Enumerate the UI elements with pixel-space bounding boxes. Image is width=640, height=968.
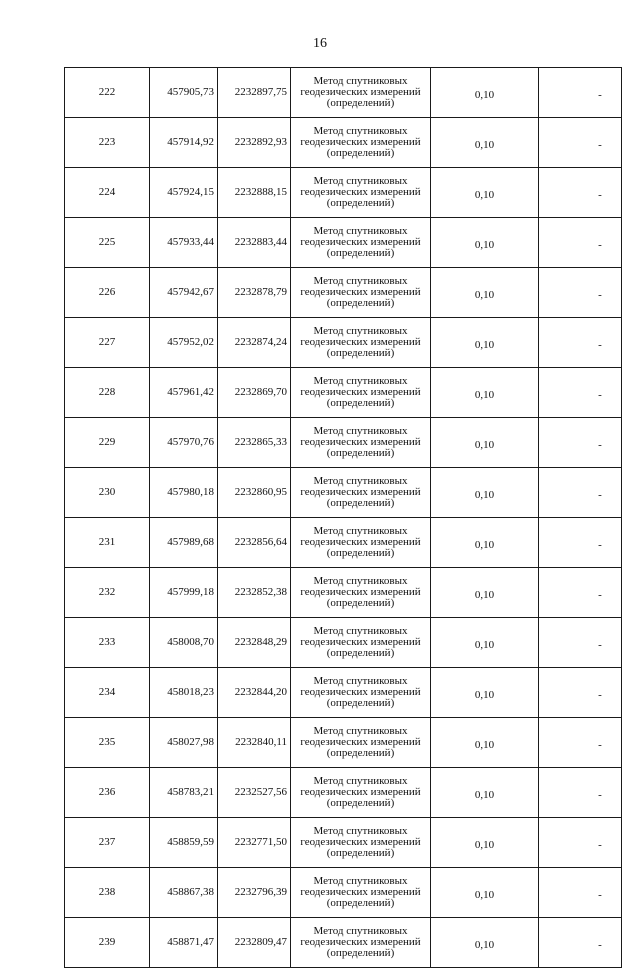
method-text-line-3: (определений): [326, 647, 395, 659]
y-coordinate-cell: 2232865,33: [218, 418, 291, 468]
table-row: [65, 618, 622, 668]
accuracy-cell: 0,10: [431, 618, 539, 668]
accuracy-cell: 0,10: [431, 768, 539, 818]
x-coordinate-cell: 458018,23: [150, 668, 218, 718]
method-text-line-2: геодезических измерений: [300, 236, 421, 248]
method-text-line-1: Метод спутниковых: [313, 925, 408, 937]
description-cell: -: [539, 368, 622, 418]
y-coordinate-cell: 2232883,44: [218, 218, 291, 268]
method-cell: [291, 368, 431, 418]
page-number: 16: [313, 36, 327, 51]
table-row: [65, 468, 622, 518]
method-text-line-3: (определений): [326, 297, 395, 309]
method-text-line-3: (определений): [326, 497, 395, 509]
method-text-line-1: Метод спутниковых: [313, 375, 408, 387]
table-row: [65, 368, 622, 418]
method-text-line-3: (определений): [326, 947, 395, 959]
table-row: [65, 268, 622, 318]
method-cell: [291, 768, 431, 818]
method-text-line-3: (определений): [326, 897, 395, 909]
method-text-line-1: Метод спутниковых: [313, 575, 408, 587]
method-text-line-3: (определений): [326, 747, 395, 759]
method-text-line-3: (определений): [326, 147, 395, 159]
method-text-line-3: (определений): [326, 847, 395, 859]
x-coordinate-cell: 457999,18: [150, 568, 218, 618]
table-row: [65, 168, 622, 218]
y-coordinate-cell: 2232796,39: [218, 868, 291, 918]
table-row: [65, 518, 622, 568]
x-coordinate-cell: 458027,98: [150, 718, 218, 768]
method-text-line-1: Метод спутниковых: [313, 625, 408, 637]
description-cell: -: [539, 768, 622, 818]
method-text-line-3: (определений): [326, 597, 395, 609]
accuracy-cell: 0,10: [431, 168, 539, 218]
method-cell: [291, 468, 431, 518]
accuracy-cell: 0,10: [431, 418, 539, 468]
method-text-line-1: Метод спутниковых: [313, 425, 408, 437]
y-coordinate-cell: 2232852,38: [218, 568, 291, 618]
description-cell: -: [539, 668, 622, 718]
description-cell: -: [539, 718, 622, 768]
y-coordinate-cell: 2232771,50: [218, 818, 291, 868]
accuracy-cell: 0,10: [431, 118, 539, 168]
point-number-cell: 223: [65, 118, 150, 168]
accuracy-cell: 0,10: [431, 318, 539, 368]
point-number-cell: 231: [65, 518, 150, 568]
y-coordinate-cell: 2232856,64: [218, 518, 291, 568]
table-row: [65, 918, 622, 968]
method-text-line-3: (определений): [326, 347, 395, 359]
description-cell: -: [539, 818, 622, 868]
point-number-cell: 236: [65, 768, 150, 818]
method-text-line-2: геодезических измерений: [300, 436, 421, 448]
accuracy-cell: 0,10: [431, 818, 539, 868]
y-coordinate-cell: 2232809,47: [218, 918, 291, 968]
method-text-line-3: (определений): [326, 697, 395, 709]
x-coordinate-cell: 457914,92: [150, 118, 218, 168]
x-coordinate-cell: 458867,38: [150, 868, 218, 918]
accuracy-cell: 0,10: [431, 368, 539, 418]
point-number-cell: 238: [65, 868, 150, 918]
accuracy-cell: 0,10: [431, 568, 539, 618]
point-number-cell: 227: [65, 318, 150, 368]
y-coordinate-cell: 2232860,95: [218, 468, 291, 518]
point-number-cell: 233: [65, 618, 150, 668]
accuracy-cell: 0,10: [431, 268, 539, 318]
point-number-cell: 225: [65, 218, 150, 268]
method-cell: [291, 718, 431, 768]
method-text-line-1: Метод спутниковых: [313, 875, 408, 887]
table-row: [65, 568, 622, 618]
x-coordinate-cell: 457980,18: [150, 468, 218, 518]
point-number-cell: 234: [65, 668, 150, 718]
method-text-line-2: геодезических измерений: [300, 886, 421, 898]
method-text-line-3: (определений): [326, 197, 395, 209]
method-text-line-2: геодезических измерений: [300, 736, 421, 748]
accuracy-cell: 0,10: [431, 218, 539, 268]
description-cell: -: [539, 418, 622, 468]
method-text-line-2: геодезических измерений: [300, 586, 421, 598]
y-coordinate-cell: 2232897,75: [218, 68, 291, 118]
y-coordinate-cell: 2232892,93: [218, 118, 291, 168]
method-cell: [291, 668, 431, 718]
point-number-cell: 239: [65, 918, 150, 968]
method-text-line-3: (определений): [326, 547, 395, 559]
method-cell: [291, 618, 431, 668]
y-coordinate-cell: 2232844,20: [218, 668, 291, 718]
accuracy-cell: 0,10: [431, 68, 539, 118]
method-text-line-2: геодезических измерений: [300, 186, 421, 198]
table-row: [65, 818, 622, 868]
x-coordinate-cell: 457905,73: [150, 68, 218, 118]
method-text-line-1: Метод спутниковых: [313, 675, 408, 687]
description-cell: -: [539, 268, 622, 318]
method-text-line-1: Метод спутниковых: [313, 125, 408, 137]
description-cell: -: [539, 118, 622, 168]
x-coordinate-cell: 458008,70: [150, 618, 218, 668]
method-text-line-2: геодезических измерений: [300, 536, 421, 548]
method-text-line-1: Метод спутниковых: [313, 325, 408, 337]
x-coordinate-cell: 457989,68: [150, 518, 218, 568]
description-cell: -: [539, 168, 622, 218]
method-cell: [291, 568, 431, 618]
method-text-line-3: (определений): [326, 797, 395, 809]
y-coordinate-cell: 2232888,15: [218, 168, 291, 218]
description-cell: -: [539, 318, 622, 368]
description-cell: -: [539, 218, 622, 268]
description-cell: -: [539, 918, 622, 968]
point-number-cell: 222: [65, 68, 150, 118]
accuracy-cell: 0,10: [431, 518, 539, 568]
method-text-line-1: Метод спутниковых: [313, 725, 408, 737]
x-coordinate-cell: 457952,02: [150, 318, 218, 368]
point-number-cell: 224: [65, 168, 150, 218]
description-cell: -: [539, 468, 622, 518]
method-text-line-1: Метод спутниковых: [313, 475, 408, 487]
method-cell: [291, 818, 431, 868]
method-cell: [291, 68, 431, 118]
point-number-cell: 232: [65, 568, 150, 618]
x-coordinate-cell: 457924,15: [150, 168, 218, 218]
method-text-line-2: геодезических измерений: [300, 336, 421, 348]
table-row: [65, 868, 622, 918]
method-cell: [291, 168, 431, 218]
accuracy-cell: 0,10: [431, 918, 539, 968]
x-coordinate-cell: 457970,76: [150, 418, 218, 468]
method-cell: [291, 318, 431, 368]
table-row: [65, 718, 622, 768]
method-cell: [291, 118, 431, 168]
table-row: [65, 418, 622, 468]
point-number-cell: 226: [65, 268, 150, 318]
method-text-line-1: Метод спутниковых: [313, 525, 408, 537]
method-text-line-2: геодезических измерений: [300, 386, 421, 398]
description-cell: -: [539, 518, 622, 568]
table-row: [65, 68, 622, 118]
method-text-line-1: Метод спутниковых: [313, 225, 408, 237]
method-cell: [291, 518, 431, 568]
y-coordinate-cell: 2232840,11: [218, 718, 291, 768]
method-text-line-1: Метод спутниковых: [313, 775, 408, 787]
method-text-line-2: геодезических измерений: [300, 86, 421, 98]
x-coordinate-cell: 457942,67: [150, 268, 218, 318]
method-text-line-1: Метод спутниковых: [313, 175, 408, 187]
coordinates-table: [64, 67, 622, 968]
accuracy-cell: 0,10: [431, 668, 539, 718]
method-text-line-3: (определений): [326, 247, 395, 259]
x-coordinate-cell: 458871,47: [150, 918, 218, 968]
description-cell: -: [539, 618, 622, 668]
method-text-line-3: (определений): [326, 447, 395, 459]
method-text-line-2: геодезических измерений: [300, 836, 421, 848]
accuracy-cell: 0,10: [431, 868, 539, 918]
method-cell: [291, 268, 431, 318]
method-text-line-2: геодезических измерений: [300, 286, 421, 298]
y-coordinate-cell: 2232869,70: [218, 368, 291, 418]
point-number-cell: 235: [65, 718, 150, 768]
y-coordinate-cell: 2232878,79: [218, 268, 291, 318]
method-text-line-2: геодезических измерений: [300, 936, 421, 948]
x-coordinate-cell: 458859,59: [150, 818, 218, 868]
method-text-line-2: геодезических измерений: [300, 786, 421, 798]
method-text-line-1: Метод спутниковых: [313, 275, 408, 287]
method-cell: [291, 418, 431, 468]
point-number-cell: 230: [65, 468, 150, 518]
point-number-cell: 237: [65, 818, 150, 868]
method-cell: [291, 218, 431, 268]
method-cell: [291, 868, 431, 918]
y-coordinate-cell: 2232874,24: [218, 318, 291, 368]
table-row: [65, 668, 622, 718]
method-cell: [291, 918, 431, 968]
method-text-line-2: геодезических измерений: [300, 636, 421, 648]
method-text-line-3: (определений): [326, 397, 395, 409]
x-coordinate-cell: 457933,44: [150, 218, 218, 268]
method-text-line-1: Метод спутниковых: [313, 75, 408, 87]
accuracy-cell: 0,10: [431, 468, 539, 518]
table-row: [65, 118, 622, 168]
method-text-line-3: (определений): [326, 97, 395, 109]
y-coordinate-cell: 2232848,29: [218, 618, 291, 668]
y-coordinate-cell: 2232527,56: [218, 768, 291, 818]
accuracy-cell: 0,10: [431, 718, 539, 768]
x-coordinate-cell: 457961,42: [150, 368, 218, 418]
point-number-cell: 228: [65, 368, 150, 418]
point-number-cell: 229: [65, 418, 150, 468]
description-cell: -: [539, 68, 622, 118]
method-text-line-1: Метод спутниковых: [313, 825, 408, 837]
description-cell: -: [539, 568, 622, 618]
method-text-line-2: геодезических измерений: [300, 136, 421, 148]
method-text-line-2: геодезических измерений: [300, 686, 421, 698]
method-text-line-2: геодезических измерений: [300, 486, 421, 498]
coordinates-table-body: [65, 68, 622, 968]
description-cell: -: [539, 868, 622, 918]
table-row: [65, 318, 622, 368]
x-coordinate-cell: 458783,21: [150, 768, 218, 818]
table-row: [65, 218, 622, 268]
table-row: [65, 768, 622, 818]
